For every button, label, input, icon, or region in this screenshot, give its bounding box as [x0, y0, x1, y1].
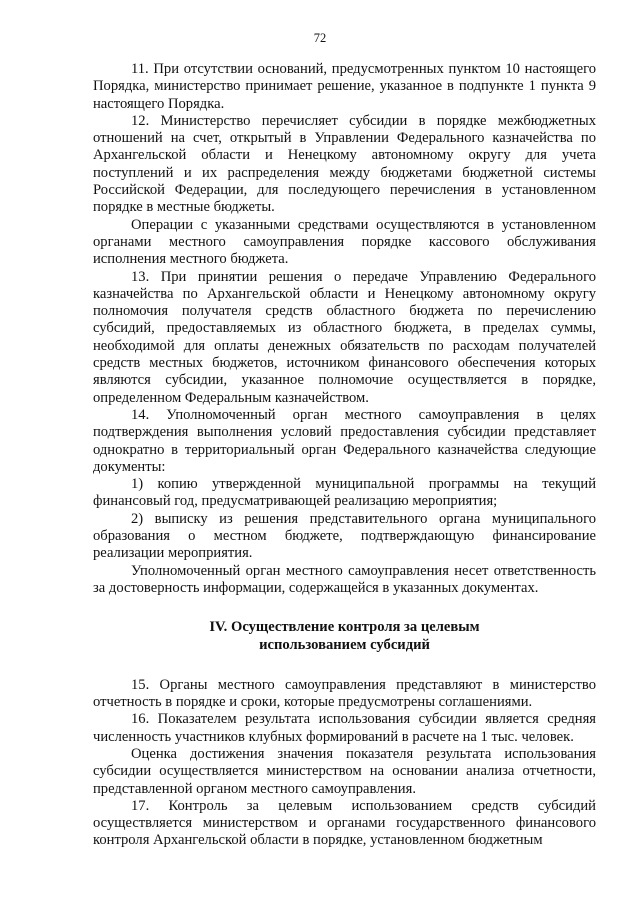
paragraph-14: 14. Уполномоченный орган местного самоуправления в целях подтверждения выполнения условий предоставления субсидии представляет однократно в территориальный орган Федерального казначейства следующие документы: [93, 406, 596, 475]
paragraph-14-responsibility: Уполномоченный орган местного самоуправления несет ответственность за достоверность информации, содержащейся в указанных документах. [93, 562, 596, 596]
paragraph-15: 15. Органы местного самоуправления представляют в министерство отчетность в порядке и сроки, которые предусмотрены соглашениями. [93, 676, 596, 711]
paragraph-14-item-1: 1) копию утвержденной муниципальной программы на текущий финансовый год, предусматривающей реализацию мероприятия; [93, 476, 596, 510]
paragraph-16-assessment: Оценка достижения значения показателя результата использования субсидии осуществляется министерством на основании анализа отчетности, представленной органом местного самоуправления. [93, 745, 596, 797]
page-number: 72 [313, 31, 327, 45]
paragraph-11: 11. При отсутствии оснований, предусмотренных пунктом 10 настоящего Порядка, министерство принимает решение, указанное в подпункте 1 пункта 9 настоящего Порядка. [93, 61, 596, 112]
document-body [93, 61, 596, 850]
section-heading-line-2: использованием субсидий [259, 636, 430, 653]
paragraph-17: 17. Контроль за целевым использованием средств субсидий осуществляется министерством и органами государственного финансового контроля Архангельской области в порядке, установленном бюджетным [93, 797, 596, 849]
paragraph-12-operations: Операции с указанными средствами осуществляются в установленном органами местного самоуправления порядке кассового обслуживания исполнения местного бюджета. [93, 216, 596, 268]
section-heading-line-1: IV. Осуществление контроля за целевым [209, 619, 480, 636]
paragraph-13: 13. При принятии решения о передаче Управлению Федерального казначейства по Архангельской области и Ненецкому автономному округу полномочия получателя средств областного бюджета по перечислению субсидий, предоставляемых из областного бюджета, в пределах суммы, необходимой для оплаты денежных обязательств по расходам получателей средств местных бюджетов, источником финансового обеспечения которых являются субсидии, указанное полномочие осуществляется в порядке, определенном Федеральным казначейством. [93, 268, 596, 406]
paragraph-12: 12. Министерство перечисляет субсидии в порядке межбюджетных отношений на счет, открытый в Управлении Федерального казначейства по Архангельской области и Ненецкому автономному округу для учета поступлений и их распределения между бюджетами бюджетной системы Российской Федерации, для последующего перечисления в установленном порядке в местные бюджеты. [93, 112, 596, 216]
paragraph-16: 16. Показателем результата использования субсидии является средняя численность участников клубных формирований в расчете на 1 тыс. человек. [93, 711, 596, 745]
section-heading [93, 619, 596, 654]
paragraph-14-item-2: 2) выписку из решения представительного органа муниципального образования о местном бюджете, подтверждающую финансирование реализации мероприятия. [93, 510, 596, 562]
